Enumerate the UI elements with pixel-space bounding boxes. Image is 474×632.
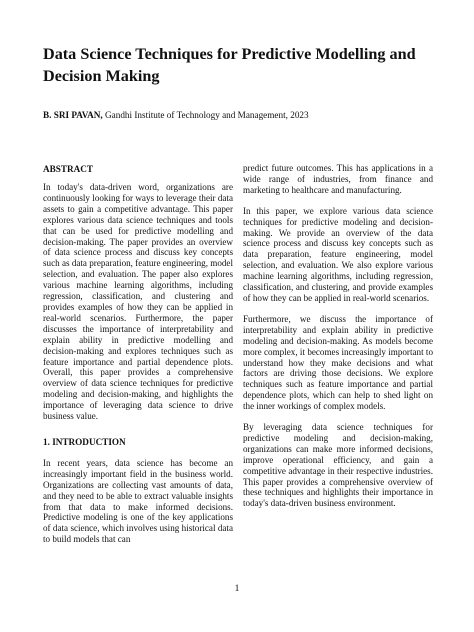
introduction-heading: 1. INTRODUCTION	[43, 436, 126, 447]
paragraph-1: predict future outcomes. This has applications in a wide range of industries, from finance and marketing to healthcare and manufacturing.	[243, 163, 433, 195]
paragraph-3: Furthermore, we discuss the importance of interpretability and explain ability in predictive modeling and decision-making. As models become more complex, it becomes increasingly important to understand how they make decisions and what factors are driving those decisions. We explore techniques such as feature importance and partial dependence plots, which can help to shed light on the inner workings of complex models.	[243, 313, 433, 412]
author-affiliation: Gandhi Institute of Technology and Management, 2023	[102, 110, 309, 120]
right-column	[243, 163, 433, 509]
author-line	[43, 109, 443, 121]
paragraph-4: By leveraging data science techniques for predictive modeling and decision-making, organizations can make more informed decisions, improve operational efficiency, and gain a competitive advantage in their respective industries. This paper provides a comprehensive overview of these techniques and highlights their importance in today's data-driven business environment.	[243, 422, 433, 509]
paper-title: Data Science Techniques for Predictive Modelling and Decision Making	[43, 45, 416, 85]
paragraph-2: In this paper, we explore various data science techniques for predictive modeling and decision-making. We provide an overview of the data science process and discuss key concepts such as data preparation, feature engineering, model selection, and evaluation. We also explore various machine learning algorithms, including regression, classification, and clustering, and provide examples of how they can be applied in real-world scenarios.	[243, 205, 433, 303]
introduction-text: In recent years, data science has become an increasingly important field in the business world. Organizations are collecting vast amounts of data, and they need to be able to extract valuable insights from that data to make informed decisions. Predictive modeling is one of the key applications of data science, which involves using historical data to build models that can	[43, 457, 233, 545]
author-name: B. SRI PAVAN,	[43, 110, 103, 120]
page-number: 1	[234, 584, 240, 594]
abstract-text: In today's data-driven word, organizations are continuously looking for ways to leverage their data assets to gain a competitive advantage. This paper explores various data science techniques and tools that can be used for predictive modelling and decision-making. The paper provides an overview of data science process and discuss key concepts such as data preparation, feature engineering, model selection, and evaluation. The paper also explores various machine learning algorithms, including regression, classification, and clustering and provides examples of how they can be applied in real-world scenarios. Furthermore, the paper discusses the importance of interpretability and explain ability in predictive modelling and decision-making and explores techniques such as feature importance and partial dependence plots. Overall, this paper provides a comprehensive overview of data science techniques for predictive modeling and decision-making, and highlights the importance of leveraging data science to drive business value.	[43, 182, 233, 422]
abstract-heading: ABSTRACT	[43, 164, 94, 174]
left-column	[43, 163, 233, 545]
